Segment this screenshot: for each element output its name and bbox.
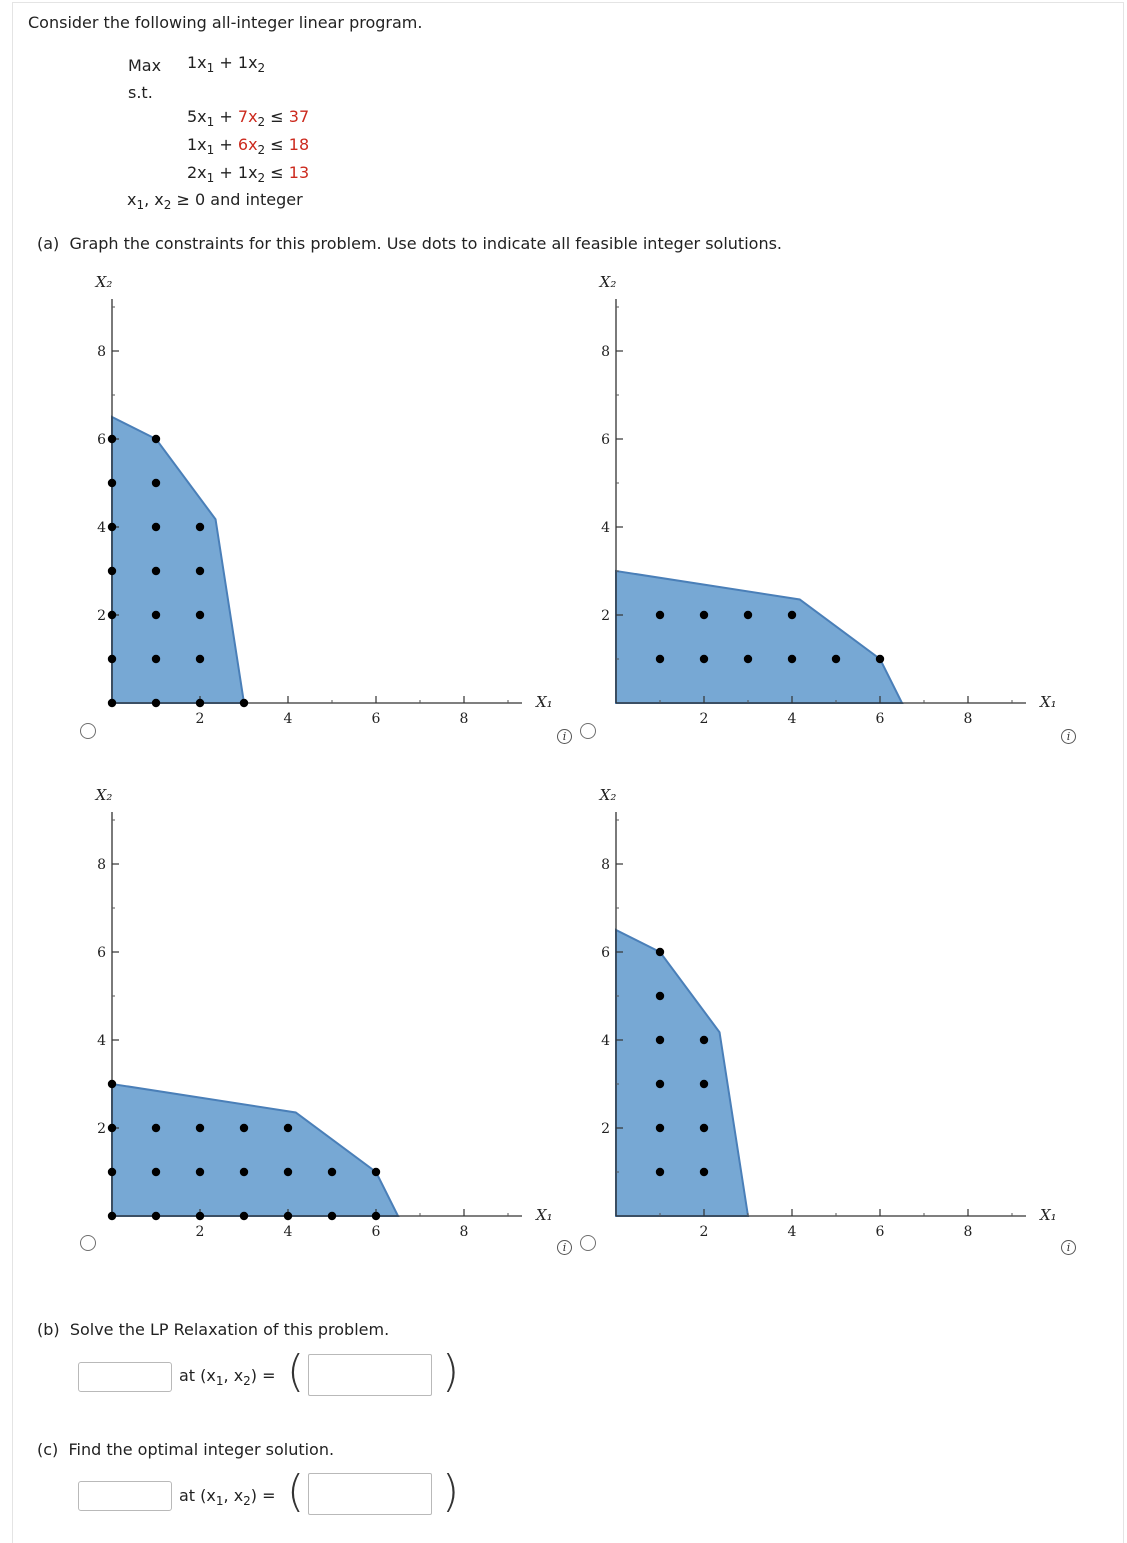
integer-point bbox=[700, 1080, 708, 1088]
option-radio-top-right[interactable] bbox=[580, 723, 596, 739]
integer-point bbox=[108, 655, 116, 663]
feasible-region bbox=[112, 1084, 398, 1216]
option-radio-bottom-left[interactable] bbox=[80, 1235, 96, 1251]
y-tick-label: 6 bbox=[97, 945, 106, 961]
y-tick-label: 4 bbox=[601, 1033, 610, 1049]
optimal-integer-value-input[interactable] bbox=[78, 1481, 172, 1511]
x-tick-label: 8 bbox=[963, 1224, 973, 1240]
part-a-prompt: (a) Graph the constraints for this problem. Use dots to indicate all feasible integer solutions. bbox=[37, 234, 782, 253]
constraint-1: $5x_1 + 7x_2 \le 37$ bbox=[187, 107, 310, 129]
integer-point bbox=[656, 655, 664, 663]
integer-point bbox=[152, 1168, 160, 1176]
lp-relaxation-value-input[interactable] bbox=[78, 1362, 172, 1392]
close-paren: ) bbox=[442, 1466, 460, 1517]
x-axis-label: X₁ bbox=[1040, 1206, 1057, 1224]
integer-point bbox=[656, 1124, 664, 1132]
feasible-region bbox=[112, 417, 244, 703]
y-axis-label: X₂ bbox=[95, 273, 113, 291]
integer-point bbox=[108, 1080, 116, 1088]
info-icon[interactable]: i bbox=[1061, 729, 1076, 744]
y-tick-label: 6 bbox=[601, 432, 610, 448]
x-axis-label: X₁ bbox=[1040, 693, 1057, 711]
integer-point bbox=[108, 699, 116, 707]
option-chart-top-left bbox=[60, 265, 553, 745]
x-tick-label: 4 bbox=[787, 711, 797, 727]
info-icon[interactable]: i bbox=[1061, 1240, 1076, 1255]
integer-point bbox=[196, 611, 204, 619]
integer-point bbox=[656, 1080, 664, 1088]
integer-point bbox=[108, 1124, 116, 1132]
integer-point bbox=[832, 655, 840, 663]
integer-point bbox=[152, 523, 160, 531]
integer-point bbox=[196, 523, 204, 531]
max-label: Max bbox=[128, 56, 162, 75]
integer-point bbox=[284, 1124, 292, 1132]
integer-point bbox=[876, 655, 884, 663]
integer-point bbox=[196, 699, 204, 707]
integer-point bbox=[656, 1036, 664, 1044]
integer-point bbox=[744, 611, 752, 619]
integer-point bbox=[700, 1036, 708, 1044]
y-axis-label: X₂ bbox=[599, 786, 617, 804]
y-tick-label: 4 bbox=[97, 1033, 106, 1049]
y-tick-label: 8 bbox=[97, 857, 106, 873]
feasible-region bbox=[616, 930, 748, 1216]
integer-point bbox=[700, 1124, 708, 1132]
x-tick-label: 6 bbox=[371, 1224, 381, 1240]
integer-point bbox=[196, 567, 204, 575]
optimal-integer-point-input[interactable] bbox=[308, 1473, 432, 1515]
integer-point bbox=[656, 1168, 664, 1176]
y-tick-label: 8 bbox=[97, 344, 106, 360]
integer-point bbox=[196, 1124, 204, 1132]
x-tick-label: 8 bbox=[459, 1224, 469, 1240]
integer-point bbox=[240, 699, 248, 707]
x-tick-label: 6 bbox=[875, 711, 885, 727]
y-tick-label: 6 bbox=[601, 945, 610, 961]
open-paren: ( bbox=[287, 1466, 305, 1517]
part-c-prompt: (c) Find the optimal integer solution. bbox=[37, 1440, 335, 1459]
option-chart-bottom-right bbox=[564, 778, 1057, 1258]
y-tick-label: 2 bbox=[601, 1121, 610, 1137]
integer-point bbox=[240, 1168, 248, 1176]
integer-point bbox=[152, 699, 160, 707]
y-tick-label: 6 bbox=[97, 432, 106, 448]
integer-point bbox=[196, 1212, 204, 1220]
x-axis-label: X₁ bbox=[536, 693, 553, 711]
integer-point bbox=[152, 611, 160, 619]
objective-function: $1x_1 + 1x_2$ bbox=[187, 53, 266, 75]
integer-point bbox=[152, 567, 160, 575]
x-tick-label: 6 bbox=[875, 1224, 885, 1240]
x-tick-label: 4 bbox=[283, 1224, 293, 1240]
y-tick-label: 8 bbox=[601, 344, 610, 360]
integer-point bbox=[152, 655, 160, 663]
integer-point bbox=[328, 1168, 336, 1176]
x-tick-label: 8 bbox=[963, 711, 973, 727]
option-chart-top-right bbox=[564, 265, 1057, 745]
close-paren: ) bbox=[442, 1346, 460, 1397]
x-tick-label: 4 bbox=[787, 1224, 797, 1240]
x-tick-label: 4 bbox=[283, 711, 293, 727]
integer-point bbox=[328, 1212, 336, 1220]
info-icon[interactable]: i bbox=[557, 1240, 572, 1255]
y-tick-label: 2 bbox=[97, 1121, 106, 1137]
integer-point bbox=[108, 435, 116, 443]
info-icon[interactable]: i bbox=[557, 729, 572, 744]
integer-point bbox=[152, 1124, 160, 1132]
open-paren: ( bbox=[287, 1346, 305, 1397]
option-chart-bottom-left bbox=[60, 778, 553, 1258]
integer-point bbox=[656, 611, 664, 619]
subject-to-label: s.t. bbox=[128, 83, 153, 102]
x-tick-label: 2 bbox=[195, 711, 205, 727]
integer-point bbox=[240, 1124, 248, 1132]
x-tick-label: 2 bbox=[699, 1224, 709, 1240]
integer-point bbox=[108, 611, 116, 619]
integer-point bbox=[196, 655, 204, 663]
at-point-label: at ($x_1$, $x_2$) = bbox=[179, 1366, 276, 1388]
constraint-2: $1x_1 + 6x_2 \le 18$ bbox=[187, 135, 310, 157]
x-tick-label: 6 bbox=[371, 711, 381, 727]
integer-point bbox=[108, 1168, 116, 1176]
integer-point bbox=[108, 479, 116, 487]
integer-point bbox=[284, 1212, 292, 1220]
integer-point bbox=[284, 1168, 292, 1176]
integer-point bbox=[108, 1212, 116, 1220]
integer-point bbox=[372, 1212, 380, 1220]
constraint-3: $2x_1 + 1x_2 \le 13$ bbox=[187, 163, 310, 185]
y-tick-label: 2 bbox=[97, 608, 106, 624]
y-axis-label: X₂ bbox=[599, 273, 617, 291]
integer-point bbox=[656, 948, 664, 956]
integer-point bbox=[788, 611, 796, 619]
integer-point bbox=[108, 567, 116, 575]
integer-point bbox=[744, 655, 752, 663]
at-point-label: at ($x_1$, $x_2$) = bbox=[179, 1486, 276, 1508]
lp-relaxation-point-input[interactable] bbox=[308, 1354, 432, 1396]
integer-point bbox=[196, 1168, 204, 1176]
integer-point bbox=[152, 435, 160, 443]
integer-point bbox=[700, 1168, 708, 1176]
y-tick-label: 4 bbox=[601, 520, 610, 536]
feasible-region bbox=[616, 571, 902, 703]
x-axis-label: X₁ bbox=[536, 1206, 553, 1224]
integer-point bbox=[700, 611, 708, 619]
part-b-prompt: (b) Solve the LP Relaxation of this problem. bbox=[37, 1320, 390, 1339]
option-radio-top-left[interactable] bbox=[80, 723, 96, 739]
integer-point bbox=[700, 655, 708, 663]
integer-point bbox=[788, 655, 796, 663]
integer-point bbox=[152, 1212, 160, 1220]
integer-point bbox=[108, 523, 116, 531]
nonnegativity-constraint: $x_1$, $x_2 \ge 0$ and integer bbox=[127, 190, 303, 212]
y-tick-label: 2 bbox=[601, 608, 610, 624]
y-tick-label: 4 bbox=[97, 520, 106, 536]
integer-point bbox=[240, 1212, 248, 1220]
problem-intro: Consider the following all-integer linear program. bbox=[28, 13, 423, 32]
integer-point bbox=[656, 992, 664, 1000]
integer-point bbox=[152, 479, 160, 487]
x-tick-label: 8 bbox=[459, 711, 469, 727]
y-tick-label: 8 bbox=[601, 857, 610, 873]
x-tick-label: 2 bbox=[699, 711, 709, 727]
integer-point bbox=[372, 1168, 380, 1176]
x-tick-label: 2 bbox=[195, 1224, 205, 1240]
y-axis-label: X₂ bbox=[95, 786, 113, 804]
option-radio-bottom-right[interactable] bbox=[580, 1235, 596, 1251]
